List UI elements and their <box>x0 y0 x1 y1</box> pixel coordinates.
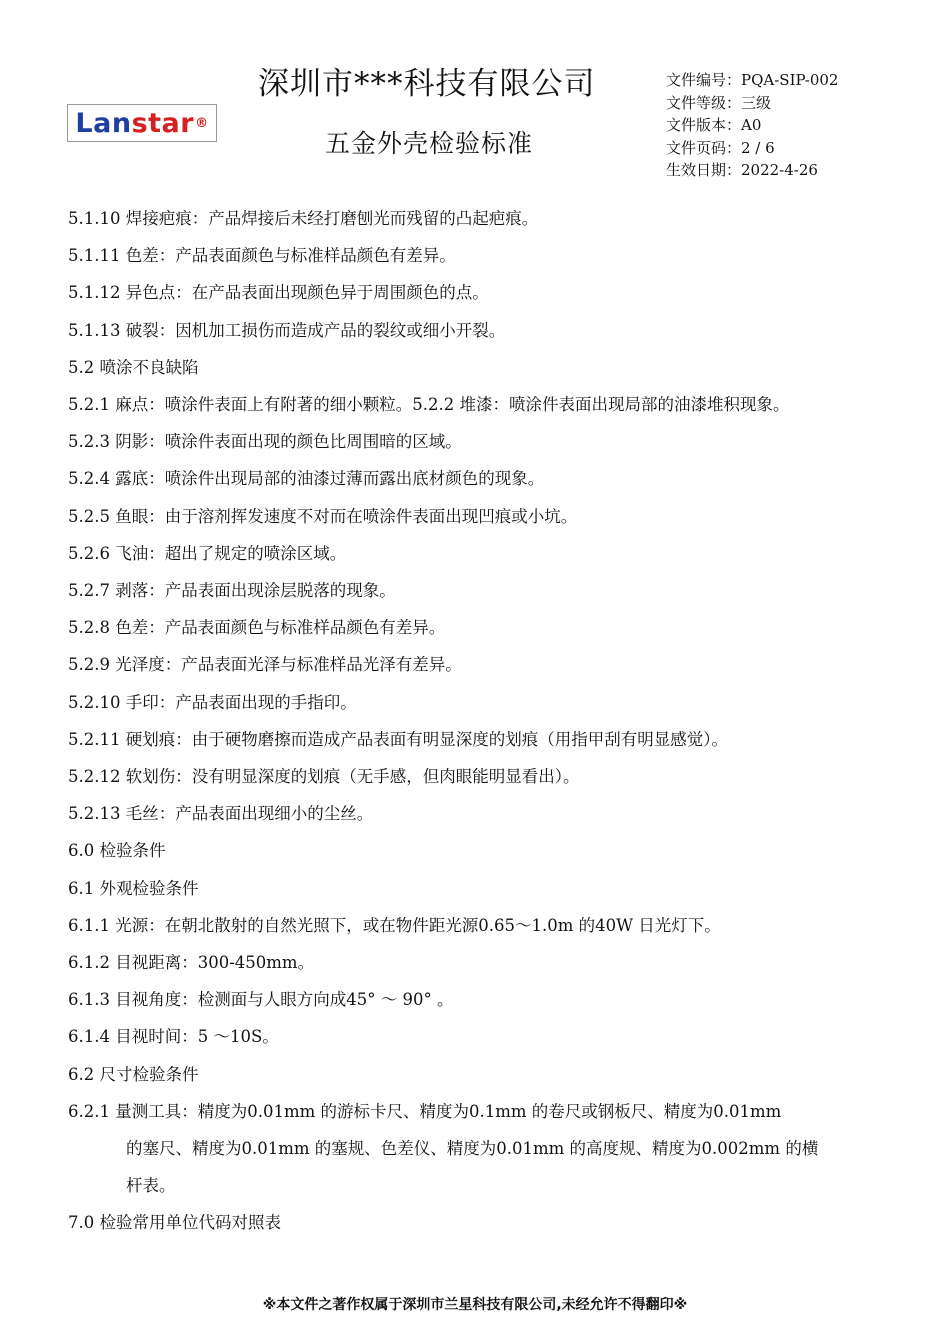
document-title: 五金外壳检验标准 <box>325 129 534 158</box>
clause-5-1-13: 5.1.13 破裂：因机加工损伤而造成产品的裂纹或细小开裂。 <box>68 320 506 340</box>
company-name: 深圳市***科技有限公司 <box>258 66 596 102</box>
meta-doc-level: 文件等级：三级 <box>666 93 772 112</box>
section-6-1-heading: 6.1 外观检验条件 <box>68 878 199 898</box>
clause-5-2-5: 5.2.5 鱼眼：由于溶剂挥发速度不对而在喷涂件表面出现凹痕或小坑。 <box>68 506 578 526</box>
clause-5-2-10: 5.2.10 手印：产品表面出现的手指印。 <box>68 692 357 712</box>
clause-5-2-8: 5.2.8 色差：产品表面颜色与标准样品颜色有差异。 <box>68 618 446 638</box>
clause-5-1-11: 5.1.11 色差：产品表面颜色与标准样品颜色有差异。 <box>68 246 456 266</box>
document-header <box>0 0 950 195</box>
clause-5-1-12: 5.1.12 异色点：在产品表面出现颜色异于周围颜色的点。 <box>68 283 489 303</box>
clause-6-2-1: 6.2.1 量测工具：精度为0.01mm 的游标卡尺、精度为0.1mm 的卷尺或钢板尺、精度为0.01mm <box>68 1101 782 1121</box>
clause-5-2-6: 5.2.6 飞油：超出了规定的喷涂区域。 <box>68 543 347 563</box>
section-6-2-heading: 6.2 尺寸检验条件 <box>68 1064 199 1084</box>
clause-6-1-2: 6.1.2 目视距离：300-450mm。 <box>68 953 315 973</box>
document-meta <box>666 69 838 182</box>
clause-6-2-1-continued: 的塞尺、精度为0.01mm 的塞规、色差仪、精度为0.01mm 的高度规、精度为0.002mm 的横 <box>126 1139 819 1159</box>
clause-5-2-13: 5.2.13 毛丝：产品表面出现细小的尘丝。 <box>68 804 374 824</box>
clause-5-1-10: 5.1.10 焊接疤痕：产品焊接后未经打磨刨光而残留的凸起疤痕。 <box>68 209 539 228</box>
clause-5-2-9: 5.2.9 光泽度：产品表面光泽与标准样品光泽有差异。 <box>68 655 462 675</box>
registered-mark: ® <box>195 115 209 131</box>
clause-5-2-1: 5.2.1 麻点：喷涂件表面上有附著的细小颗粒。5.2.2 堆漆：喷涂件表面出现局部的油漆堆积现象。 <box>68 395 790 415</box>
clause-6-1-1: 6.1.1 光源：在朝北散射的自然光照下，或在物件距光源0.65～1.0m 的40W 日光灯下。 <box>68 915 721 935</box>
company-logo <box>67 104 217 142</box>
document-body <box>68 200 898 1242</box>
section-5-2-heading: 5.2 喷涂不良缺陷 <box>68 357 199 377</box>
section-6-0-heading: 6.0 检验条件 <box>68 841 166 861</box>
meta-effective-date: 生效日期：2022-4-26 <box>666 161 818 179</box>
meta-doc-number: 文件编号：PQA-SIP-002 <box>666 71 839 89</box>
clause-6-2-1-continued-end: 杆表。 <box>126 1176 176 1196</box>
clause-6-1-4: 6.1.4 目视时间：5 ～10S。 <box>68 1027 279 1047</box>
meta-page-number: 文件页码：2 / 6 <box>666 138 775 157</box>
meta-doc-version: 文件版本：A0 <box>666 116 762 134</box>
clause-6-1-3: 6.1.3 目视角度：检测面与人眼方向成45° ～ 90° 。 <box>68 990 454 1010</box>
clause-5-2-7: 5.2.7 剥落：产品表面出现涂层脱落的现象。 <box>68 581 396 601</box>
section-7-0-heading: 7.0 检验常用单位代码对照表 <box>68 1213 281 1233</box>
clause-5-2-3: 5.2.3 阴影：喷涂件表面出现的颜色比周围暗的区域。 <box>68 432 462 452</box>
clause-5-2-4: 5.2.4 露底：喷涂件出现局部的油漆过薄而露出底材颜色的现象。 <box>68 469 545 489</box>
clause-5-2-12: 5.2.12 软划伤：没有明显深度的划痕（无手感，但肉眼能明显看出）。 <box>68 767 580 787</box>
logo-text-accent: star <box>131 107 195 139</box>
copyright-footer: ※本文件之著作权属于深圳市兰星科技有限公司,未经允许不得翻印※ <box>262 1297 688 1313</box>
logo-text: Lan <box>75 107 132 139</box>
clause-5-2-11: 5.2.11 硬划痕：由于硬物磨擦而造成产品表面有明显深度的划痕（用指甲刮有明显感觉）。 <box>68 729 728 749</box>
